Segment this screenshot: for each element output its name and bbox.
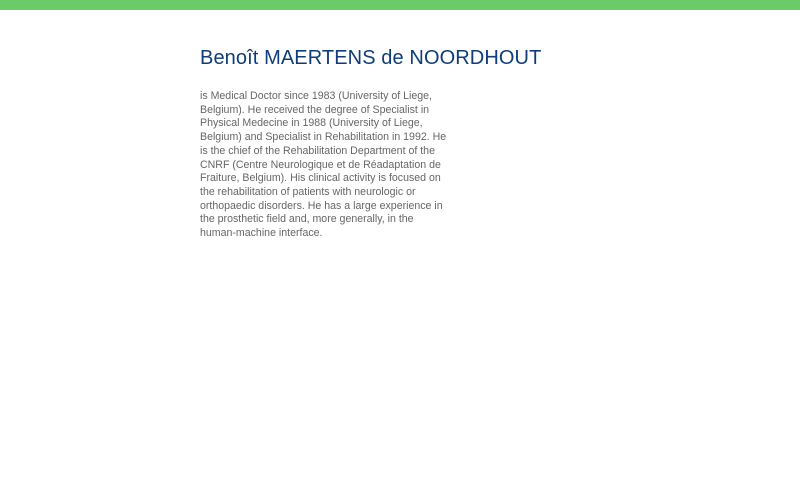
profile-name: Benoît MAERTENS de NOORDHOUT	[200, 47, 542, 69]
top-accent-bar	[0, 0, 800, 10]
profile-bio: is Medical Doctor since 1983 (University of Liege, Belgium). He received the degree of Specialist in Physical Medecine in 1988 (University of Liege, Belgium) and Specialist in Rehabilitation in 1992. He is the chief of the Rehabilitation Department of the CNRF (Centre Neurologique et de Réadaptation de Fraiture, Belgium). His clinical activity is focused on the rehabilitation of patients with neurologic or orthopaedic disorders. He has a large experience in the prosthetic field and, more generally, in the human-machine interface.	[200, 90, 447, 240]
profile-content	[200, 44, 542, 241]
